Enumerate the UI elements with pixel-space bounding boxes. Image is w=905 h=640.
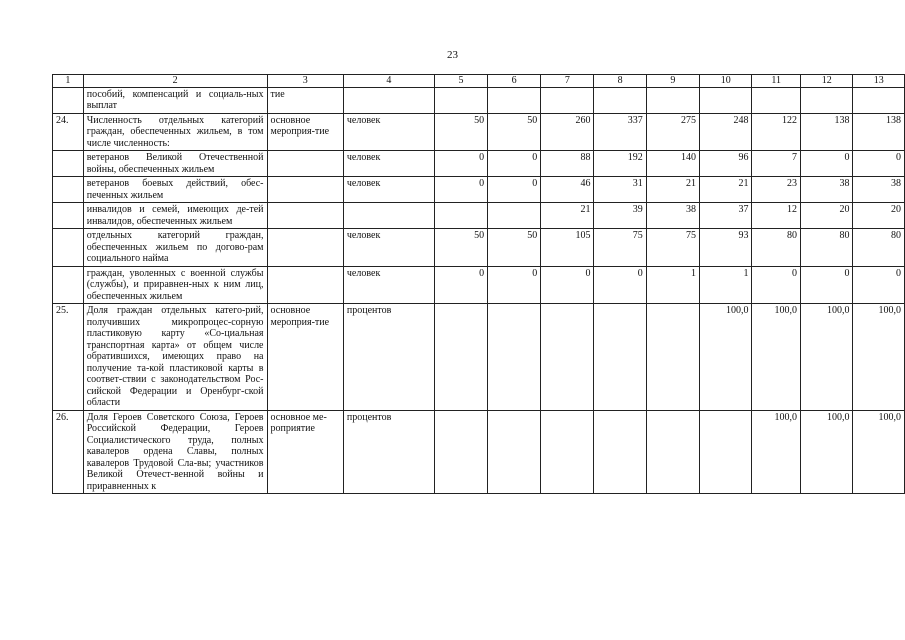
value-cell — [488, 304, 541, 411]
value-cell: 100,0 — [853, 410, 905, 494]
table-row — [53, 410, 905, 494]
value-cell — [434, 410, 487, 494]
unit-cell: человек — [343, 113, 434, 151]
value-cell — [541, 410, 594, 494]
value-cell: 38 — [801, 177, 853, 203]
column-header: 13 — [853, 75, 905, 88]
row-index: 24. — [53, 113, 84, 151]
value-cell: 23 — [752, 177, 801, 203]
value-cell: 100,0 — [752, 304, 801, 411]
column-header: 8 — [594, 75, 646, 88]
unit-cell: процентов — [343, 410, 434, 494]
value-cell: 50 — [434, 113, 487, 151]
event-type — [267, 203, 343, 229]
table-row — [53, 304, 905, 411]
unit-cell: процентов — [343, 304, 434, 411]
column-header: 10 — [700, 75, 752, 88]
event-type: основное мероприя-тие — [267, 113, 343, 151]
value-cell: 1 — [700, 266, 752, 304]
value-cell: 0 — [853, 266, 905, 304]
event-type — [267, 177, 343, 203]
value-cell: 100,0 — [752, 410, 801, 494]
value-cell: 0 — [488, 177, 541, 203]
value-cell: 0 — [801, 266, 853, 304]
indicator-name: инвалидов и семей, имеющих де-тей инвалидов, обеспеченных жильем — [83, 203, 267, 229]
column-header-row — [53, 75, 905, 88]
row-index — [53, 266, 84, 304]
event-type: основное ме-роприятие — [267, 410, 343, 494]
indicator-name: Доля Героев Советского Союза, Героев Российской Федерации, Героев Социалистического труда, полных кавалеров ордена Славы, полных кавалеров Трудовой Сла-вы; участников Великой Отечест-венной войны и приравненных к — [83, 410, 267, 494]
column-header: 11 — [752, 75, 801, 88]
table-row — [53, 177, 905, 203]
value-cell: 260 — [541, 113, 594, 151]
value-cell: 138 — [801, 113, 853, 151]
value-cell — [700, 410, 752, 494]
value-cell: 140 — [646, 151, 699, 177]
column-header: 5 — [434, 75, 487, 88]
indicator-name: ветеранов боевых действий, обес-печенных жильем — [83, 177, 267, 203]
value-cell: 1 — [646, 266, 699, 304]
indicator-name: Доля граждан отдельных катего-рий, получивших микропроцес-сорную пластиковую карту «Со-циальная транспортная карта» от общем числе обратившихся, имеющих право на получение та-кой пластиковой карты в соответ-ствии с законодательством Рос-сийской Федерации и Оренбург-ской области — [83, 304, 267, 411]
indicator-name: отдельных категорий граждан, обеспеченных жильем по догово-рам социального найма — [83, 229, 267, 267]
unit-cell — [343, 87, 434, 113]
value-cell: 100,0 — [853, 304, 905, 411]
indicator-name: ветеранов Великой Отечественной войны, обеспеченных жильем — [83, 151, 267, 177]
event-type — [267, 266, 343, 304]
table-row — [53, 229, 905, 267]
value-cell: 80 — [752, 229, 801, 267]
value-cell: 0 — [488, 151, 541, 177]
row-index — [53, 229, 84, 267]
value-cell — [801, 87, 853, 113]
column-header: 6 — [488, 75, 541, 88]
value-cell — [594, 304, 646, 411]
event-type — [267, 229, 343, 267]
value-cell: 80 — [853, 229, 905, 267]
row-index — [53, 177, 84, 203]
value-cell — [488, 87, 541, 113]
column-header: 12 — [801, 75, 853, 88]
value-cell: 192 — [594, 151, 646, 177]
event-type: основное мероприя-тие — [267, 304, 343, 411]
value-cell — [541, 87, 594, 113]
table-row — [53, 266, 905, 304]
value-cell: 275 — [646, 113, 699, 151]
row-index — [53, 151, 84, 177]
value-cell: 96 — [700, 151, 752, 177]
column-header: 2 — [83, 75, 267, 88]
indicator-name: граждан, уволенных с военной службы (службы), и приравнен-ных к ним лиц, обеспеченных жильем — [83, 266, 267, 304]
column-header: 7 — [541, 75, 594, 88]
value-cell: 105 — [541, 229, 594, 267]
value-cell: 100,0 — [700, 304, 752, 411]
row-index: 26. — [53, 410, 84, 494]
value-cell — [700, 87, 752, 113]
value-cell: 0 — [594, 266, 646, 304]
value-cell: 21 — [646, 177, 699, 203]
event-type — [267, 151, 343, 177]
value-cell: 100,0 — [801, 304, 853, 411]
value-cell: 75 — [646, 229, 699, 267]
value-cell: 38 — [853, 177, 905, 203]
indicator-name: Численность отдельных категорий граждан, обеспеченных жильем, в том числе численность: — [83, 113, 267, 151]
value-cell: 50 — [434, 229, 487, 267]
unit-cell — [343, 203, 434, 229]
value-cell: 20 — [853, 203, 905, 229]
value-cell: 20 — [801, 203, 853, 229]
row-index — [53, 203, 84, 229]
value-cell: 0 — [434, 266, 487, 304]
value-cell: 248 — [700, 113, 752, 151]
value-cell — [646, 304, 699, 411]
value-cell — [541, 304, 594, 411]
value-cell: 46 — [541, 177, 594, 203]
column-header: 4 — [343, 75, 434, 88]
value-cell: 0 — [752, 266, 801, 304]
value-cell: 0 — [434, 151, 487, 177]
value-cell: 93 — [700, 229, 752, 267]
table-row — [53, 87, 905, 113]
unit-cell: человек — [343, 151, 434, 177]
unit-cell: человек — [343, 229, 434, 267]
value-cell — [488, 410, 541, 494]
value-cell: 337 — [594, 113, 646, 151]
page-number: 23 — [447, 49, 458, 61]
value-cell: 50 — [488, 229, 541, 267]
table-row — [53, 113, 905, 151]
value-cell: 122 — [752, 113, 801, 151]
value-cell: 38 — [646, 203, 699, 229]
indicator-name: пособий, компенсаций и социаль-ных выплат — [83, 87, 267, 113]
value-cell: 7 — [752, 151, 801, 177]
value-cell: 100,0 — [801, 410, 853, 494]
table-row — [53, 203, 905, 229]
value-cell: 0 — [853, 151, 905, 177]
row-index: 25. — [53, 304, 84, 411]
value-cell: 50 — [488, 113, 541, 151]
value-cell — [646, 87, 699, 113]
value-cell: 37 — [700, 203, 752, 229]
unit-cell: человек — [343, 266, 434, 304]
value-cell: 0 — [434, 177, 487, 203]
unit-cell: человек — [343, 177, 434, 203]
value-cell — [488, 203, 541, 229]
column-header: 9 — [646, 75, 699, 88]
value-cell: 138 — [853, 113, 905, 151]
value-cell — [434, 203, 487, 229]
value-cell: 21 — [700, 177, 752, 203]
value-cell: 80 — [801, 229, 853, 267]
value-cell — [853, 87, 905, 113]
value-cell: 31 — [594, 177, 646, 203]
column-header: 1 — [53, 75, 84, 88]
value-cell — [434, 87, 487, 113]
column-header: 3 — [267, 75, 343, 88]
value-cell: 12 — [752, 203, 801, 229]
value-cell: 0 — [488, 266, 541, 304]
indicators-table — [52, 74, 905, 494]
value-cell — [594, 410, 646, 494]
value-cell — [594, 87, 646, 113]
value-cell: 75 — [594, 229, 646, 267]
value-cell — [434, 304, 487, 411]
value-cell: 39 — [594, 203, 646, 229]
table-row — [53, 151, 905, 177]
value-cell: 21 — [541, 203, 594, 229]
value-cell — [646, 410, 699, 494]
value-cell: 0 — [801, 151, 853, 177]
row-index — [53, 87, 84, 113]
value-cell: 0 — [541, 266, 594, 304]
event-type: тие — [267, 87, 343, 113]
value-cell — [752, 87, 801, 113]
value-cell: 88 — [541, 151, 594, 177]
